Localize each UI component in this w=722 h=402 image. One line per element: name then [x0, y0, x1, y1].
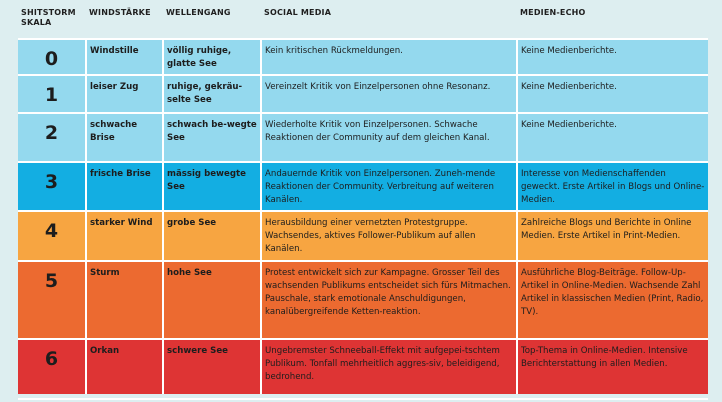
- social-media-cell: Vereinzelt Kritik von Einzelpersonen ohne Resonanz.: [261, 75, 517, 113]
- waves-cell: ruhige, gekräu-selte See: [163, 75, 261, 113]
- social-media-cell: Ungebremster Schneeball-Effekt mit aufgepei-tschtem Publikum. Tonfall mehrheitlich aggres-siv, beleidigend, bedrohend.: [261, 339, 517, 394]
- header-wind: WINDSTÄRKE: [89, 8, 151, 17]
- table-row: [18, 211, 708, 261]
- shitstorm-scale-table: [18, 0, 708, 394]
- media-echo-cell: Ausführliche Blog-Beiträge. Follow-Up-Artikel in Online-Medien. Wachsende Zahl Artikel in klassischen Medien (Print, Radio, TV).: [517, 261, 708, 339]
- header-social-media: SOCIAL MEDIA: [264, 8, 332, 17]
- wind-cell: schwache Brise: [86, 113, 163, 162]
- level-cell: 0: [18, 39, 86, 75]
- wind-cell: Orkan: [86, 339, 163, 394]
- waves-cell: schwere See: [163, 339, 261, 394]
- waves-cell: grobe See: [163, 211, 261, 261]
- header-scale: SHITSTORM SKALA: [21, 8, 76, 27]
- table-header: [18, 0, 708, 39]
- waves-cell: schwach be-wegte See: [163, 113, 261, 162]
- wind-cell: Windstille: [86, 39, 163, 75]
- media-echo-cell: Interesse von Medienschaffenden geweckt. Erste Artikel in Blogs und Online-Medien.: [517, 162, 708, 211]
- level-cell: 6: [18, 339, 86, 394]
- waves-cell: hohe See: [163, 261, 261, 339]
- waves-cell: mässig bewegte See: [163, 162, 261, 211]
- social-media-cell: Andauernde Kritik von Einzelpersonen. Zuneh-mende Reaktionen der Community. Verbreitung auf weiteren Kanälen.: [261, 162, 517, 211]
- wind-cell: frische Brise: [86, 162, 163, 211]
- table-row: [18, 39, 708, 75]
- table-row: [18, 261, 708, 339]
- social-media-cell: Protest entwickelt sich zur Kampagne. Grosser Teil des wachsenden Publikums entscheidet sich fürs Mitmachen. Pauschale, stark emotionale Anschuldigungen, kanalübergreifende Ketten-reaktion.: [261, 261, 517, 339]
- level-cell: 1: [18, 75, 86, 113]
- level-cell: 4: [18, 211, 86, 261]
- media-echo-cell: Top-Thema in Online-Medien. Intensive Berichterstattung in allen Medien.: [517, 339, 708, 394]
- table-row: [18, 75, 708, 113]
- wind-cell: Sturm: [86, 261, 163, 339]
- media-echo-cell: Keine Medienberichte.: [517, 113, 708, 162]
- table-bottom-divider: [18, 398, 708, 400]
- media-echo-cell: Zahlreiche Blogs und Berichte in Online Medien. Erste Artikel in Print-Medien.: [517, 211, 708, 261]
- scale-table: [18, 0, 708, 394]
- header-waves: WELLENGANG: [166, 8, 231, 17]
- table-row: [18, 162, 708, 211]
- header-media-echo: MEDIEN-ECHO: [520, 8, 586, 17]
- table-row: [18, 339, 708, 394]
- level-cell: 3: [18, 162, 86, 211]
- social-media-cell: Kein kritischen Rückmeldungen.: [261, 39, 517, 75]
- waves-cell: völlig ruhige, glatte See: [163, 39, 261, 75]
- wind-cell: leiser Zug: [86, 75, 163, 113]
- wind-cell: starker Wind: [86, 211, 163, 261]
- level-cell: 2: [18, 113, 86, 162]
- media-echo-cell: Keine Medienberichte.: [517, 39, 708, 75]
- social-media-cell: Wiederholte Kritik von Einzelpersonen. Schwache Reaktionen der Community auf dem gleichen Kanal.: [261, 113, 517, 162]
- social-media-cell: Herausbildung einer vernetzten Protestgruppe. Wachsendes, aktives Follower-Publikum auf allen Kanälen.: [261, 211, 517, 261]
- media-echo-cell: Keine Medienberichte.: [517, 75, 708, 113]
- level-cell: 5: [18, 261, 86, 339]
- table-row: [18, 113, 708, 162]
